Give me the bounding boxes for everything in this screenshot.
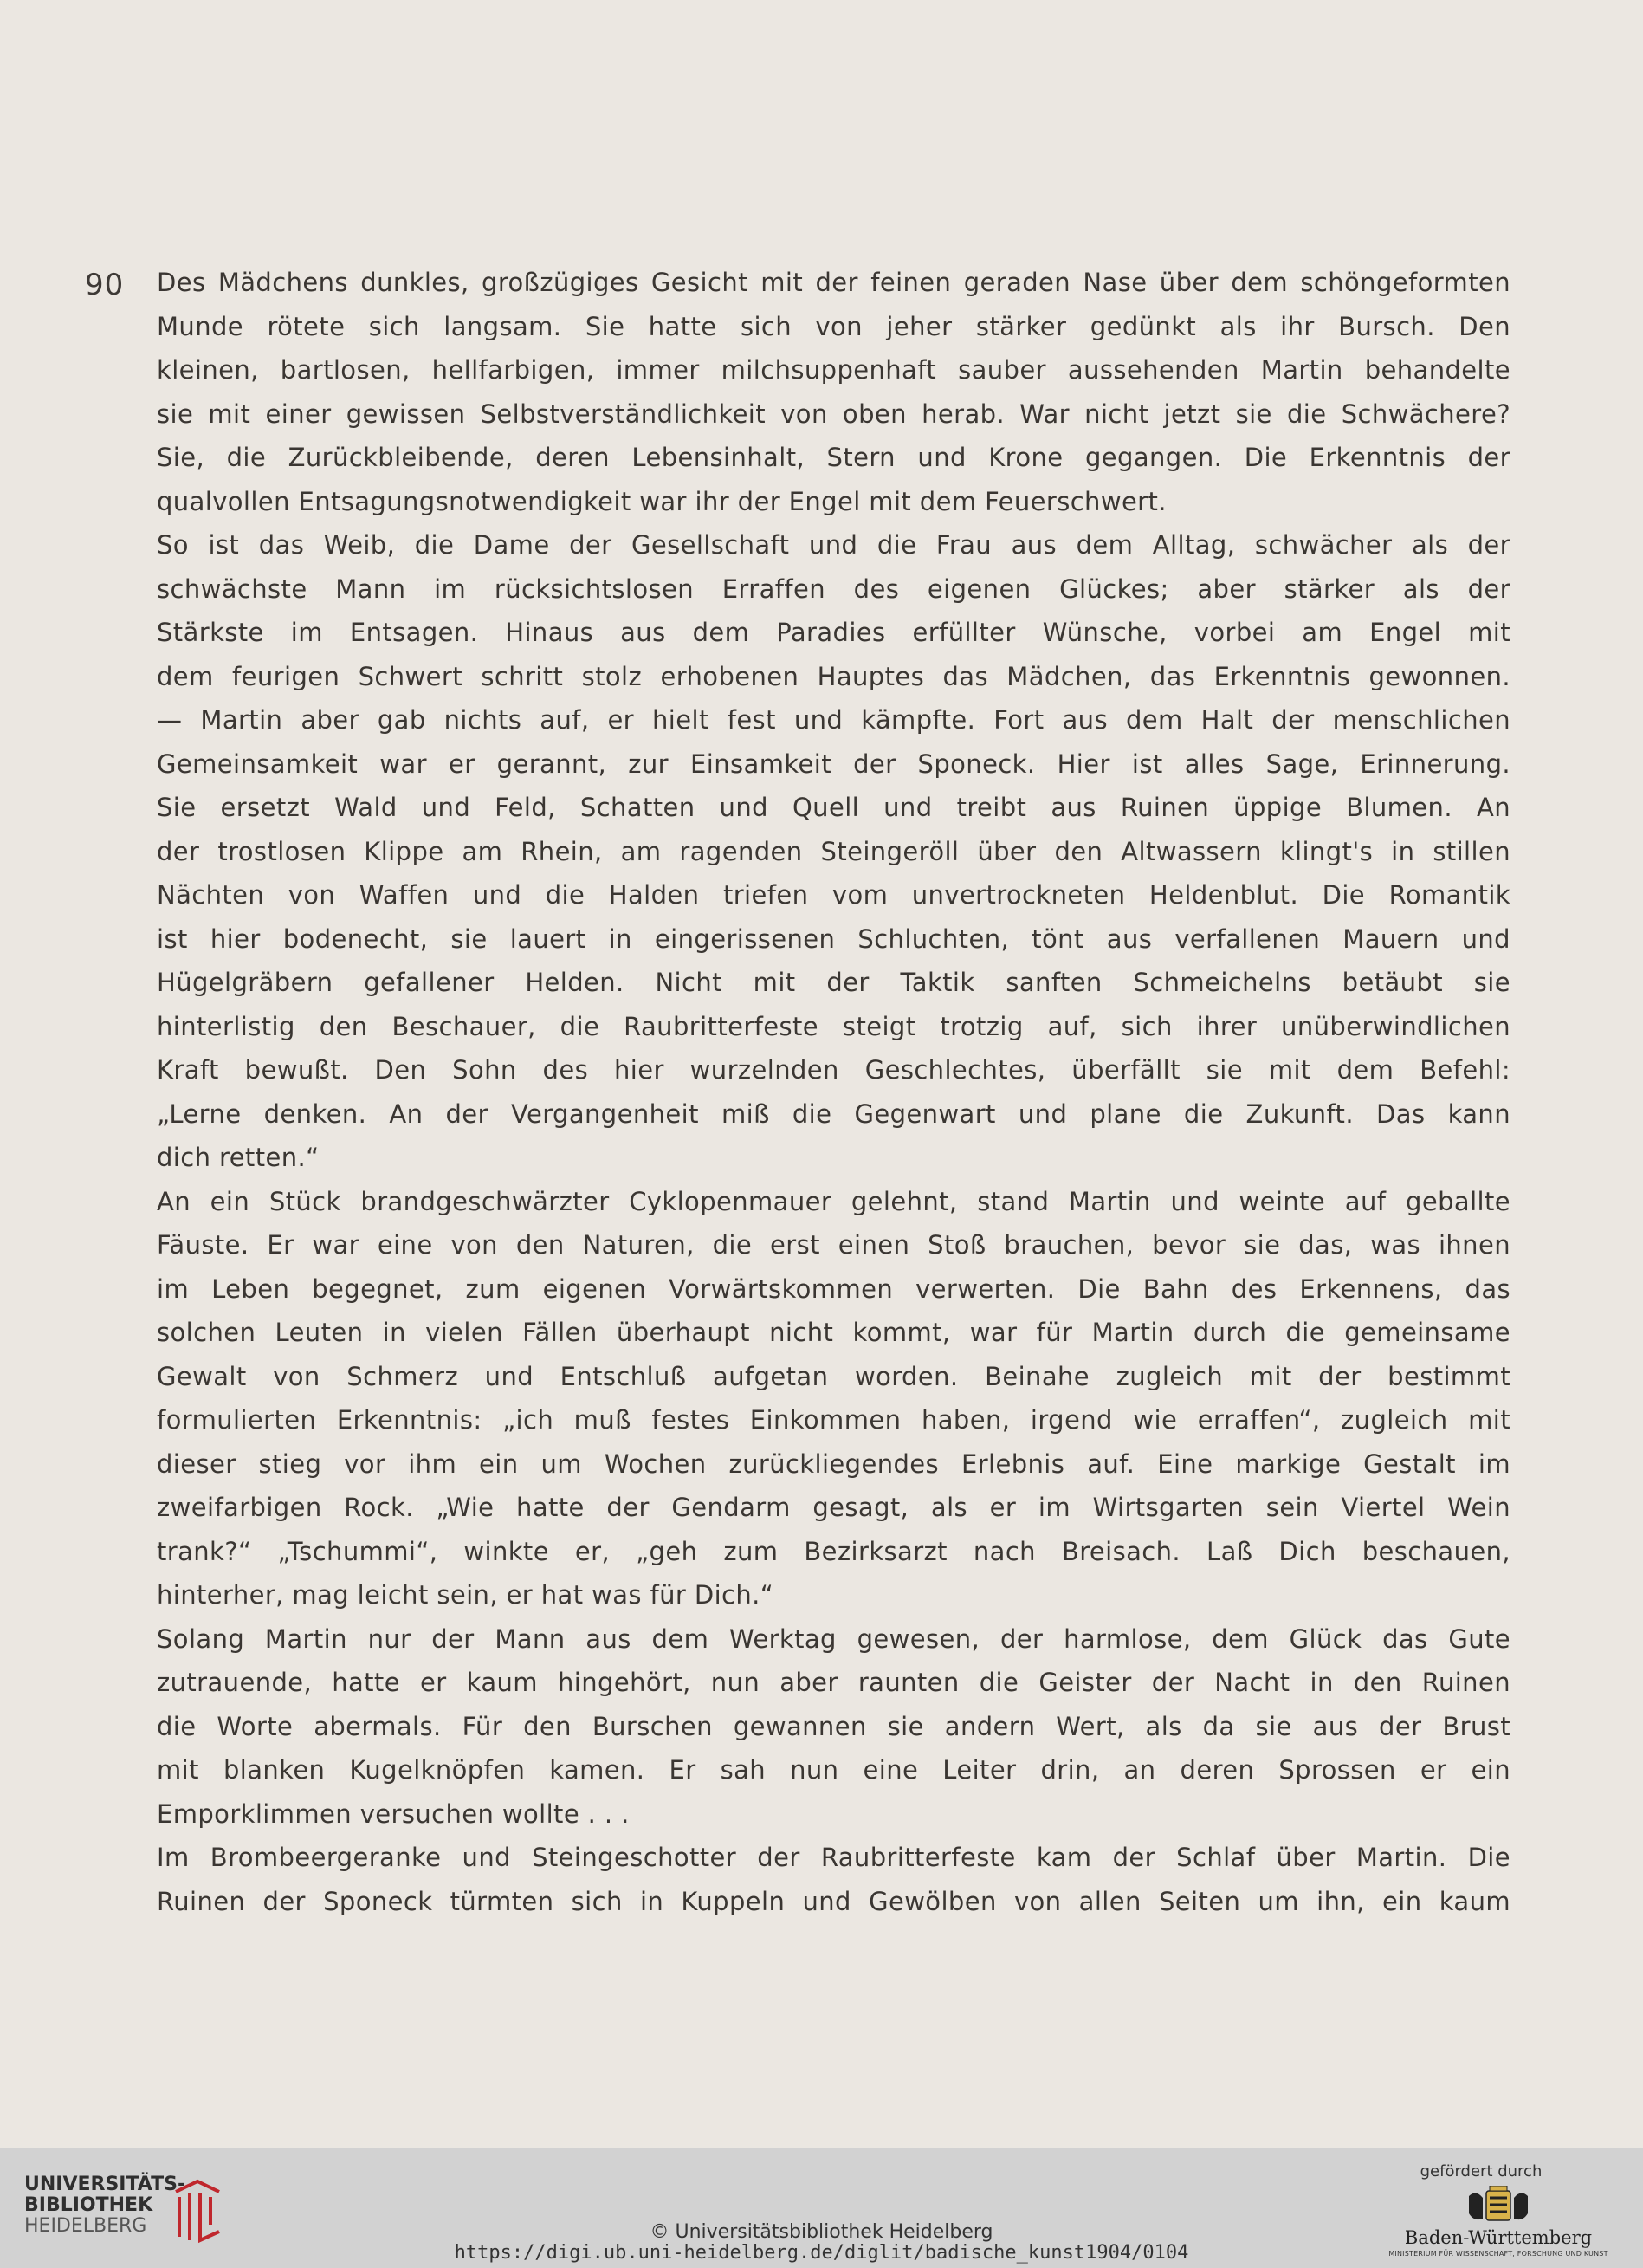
text-line: trank?“ „Tschummi“, winkte er, „geh zum Bezirksarzt nach Breisach. Laß Dich beschauen, [157,1536,1510,1566]
text-line: Sie ersetzt Wald und Feld, Schatten und Quell und treibt aus Ruinen üppige Blumen. An [157,793,1510,822]
text-line: Stärkste im Entsagen. Hinaus aus dem Paradies erfüllter Wünsche, vorbei am Engel mit [157,618,1510,647]
text-line: Solang Martin nur der Mann aus dem Werktag gewesen, der harmlose, dem Glück das Gute [157,1623,1510,1654]
text-line: Sie, die Zurückbleibende, deren Lebensinhalt, Stern und Krone gegangen. Die Erkenntnis der [157,443,1510,472]
text-line: „Lerne denken. An der Vergangenheit miß die Gegenwart und plane die Zukunft. Das kann [157,1098,1510,1129]
text-line: Nächten von Waffen und die Halden triefen vom unvertrockneten Heldenblut. Die Romantik [157,880,1510,910]
text-line: dich retten.“ [157,1143,320,1172]
text-line: So ist das Weib, die Dame der Gesellschaft und die Frau aus dem Alltag, schwächer als der [157,530,1510,560]
text-line: Gemeinsamkeit war er gerannt, zur Einsamkeit der Sponeck. Hier ist alles Sage, Erinnerung. [157,748,1510,779]
text-line: dem feurigen Schwert schritt stolz erhobenen Hauptes das Mädchen, das Erkenntnis gewonnen. [157,661,1510,691]
text-line: hinterlistig den Beschauer, die Raubritterfeste steigt trotzig auf, sich ihrer unüberwindlichen [157,1011,1510,1041]
library-name-line-2: BIBLIOTHEK [24,2194,153,2216]
text-line: Im Brombeergeranke und Steingeschotter der Raubritterfeste kam der Schlaf über Martin. Die [157,1843,1510,1872]
text-line: Ruinen der Sponeck türmten sich in Kuppeln und Gewölben von allen Seiten um ihn, ein kaum [157,1886,1510,1916]
library-name-line-3: HEIDELBERG [24,2215,147,2237]
text-line: die Worte abermals. Für den Burschen gewannen sie andern Wert, als da sie aus der Brust [157,1711,1510,1741]
text-line: Des Mädchens dunkles, großzügiges Gesicht mit der feinen geraden Nase über dem schöngeformten [157,268,1510,297]
text-line: schwächste Mann im rücksichtslosen Erraffen des eigenen Glückes; aber stärker als der [157,573,1510,604]
permalink-url[interactable]: https://digi.ub.uni-heidelberg.de/diglit/badische_kunst1904/0104 [454,2242,1189,2264]
state-name: Baden-Württemberg [1404,2227,1593,2248]
text-line: solchen Leuten in vielen Fällen überhaupt nicht kommt, war für Martin durch die gemeinsame [157,1318,1510,1347]
text-line: formulierten Erkenntnis: „ich muß festes Einkommen haben, irgend wie erraffen“, zugleich mit [157,1405,1510,1435]
copyright-notice: © Universitätsbibliothek Heidelberg [650,2221,993,2243]
text-line: im Leben begegnet, zum eigenen Vorwärtskommen verwerten. Die Bahn des Erkennens, das [157,1273,1510,1304]
text-line: der trostlosen Klippe am Rhein, am ragenden Steingeröll über den Altwassern klingt's in stillen [157,836,1510,866]
funding-logo[interactable] [1368,2162,1628,2262]
text-line: — Martin aber gab nichts auf, er hielt fest und kämpfte. Fort aus dem Halt der menschlichen [157,705,1510,735]
text-line: Munde rötete sich langsam. Sie hatte sich von jeher stärker gedünkt als ihr Bursch. Den [157,311,1510,341]
text-line: sie mit einer gewissen Selbstverständlichkeit von oben herab. War nicht jetzt sie die Schwächere? [157,399,1510,429]
coat-of-arms-icon [1464,2186,1533,2226]
text-line: dieser stieg vor ihm ein um Wochen zurückliegendes Erlebnis auf. Eine markige Gestalt im [157,1448,1510,1479]
text-line: hinterher, mag leicht sein, er hat was für Dich.“ [157,1580,774,1610]
text-line: Kraft bewußt. Den Sohn des hier wurzelnden Geschlechtes, überfällt sie mit dem Befehl: [157,1055,1510,1085]
footer-bar [0,2148,1643,2268]
text-line: zutrauende, hatte er kaum hingehört, nun aber raunten die Geister der Nacht in den Ruinen [157,1668,1510,1697]
library-name-line-1: UNIVERSITÄTS- [24,2174,186,2195]
page-number: 90 [85,268,125,302]
text-line: Fäuste. Er war eine von den Naturen, die erst einen Stoß brauchen, bevor sie das, was ihnen [157,1230,1510,1260]
text-line: mit blanken Kugelknöpfen kamen. Er sah nun eine Leiter drin, an deren Sprossen er ein [157,1755,1510,1785]
text-line: An ein Stück brandgeschwärzter Cyklopenmauer gelehnt, stand Martin und weinte auf geballte [157,1186,1510,1216]
text-line: Emporklimmen versuchen wollte . . . [157,1798,630,1829]
ministry-name: MINISTERIUM FÜR WISSENSCHAFT, FORSCHUNG UND KUNST [1388,2250,1608,2258]
text-line: Hügelgräbern gefallener Helden. Nicht mit der Taktik sanften Schmeichelns betäubt sie [157,968,1510,997]
text-line: qualvollen Entsagungsnotwendigkeit war ihr der Engel mit dem Feuerschwert. [157,486,1167,516]
text-line: kleinen, bartlosen, hellfarbigen, immer milchsuppenhaft sauber aussehenden Martin behandelte [157,355,1510,385]
text-line: ist hier bodenecht, sie lauert in eingerissenen Schluchten, tönt aus verfallenen Mauern und [157,923,1510,954]
funded-by-label: gefördert durch [1420,2162,1543,2181]
text-line: Gewalt von Schmerz und Entschluß aufgetan worden. Beinahe zugleich mit der bestimmt [157,1361,1510,1391]
text-line: zweifarbigen Rock. „Wie hatte der Gendarm gesagt, als er im Wirtsgarten sein Viertel Wein [157,1493,1510,1522]
body-text [157,261,1510,1923]
